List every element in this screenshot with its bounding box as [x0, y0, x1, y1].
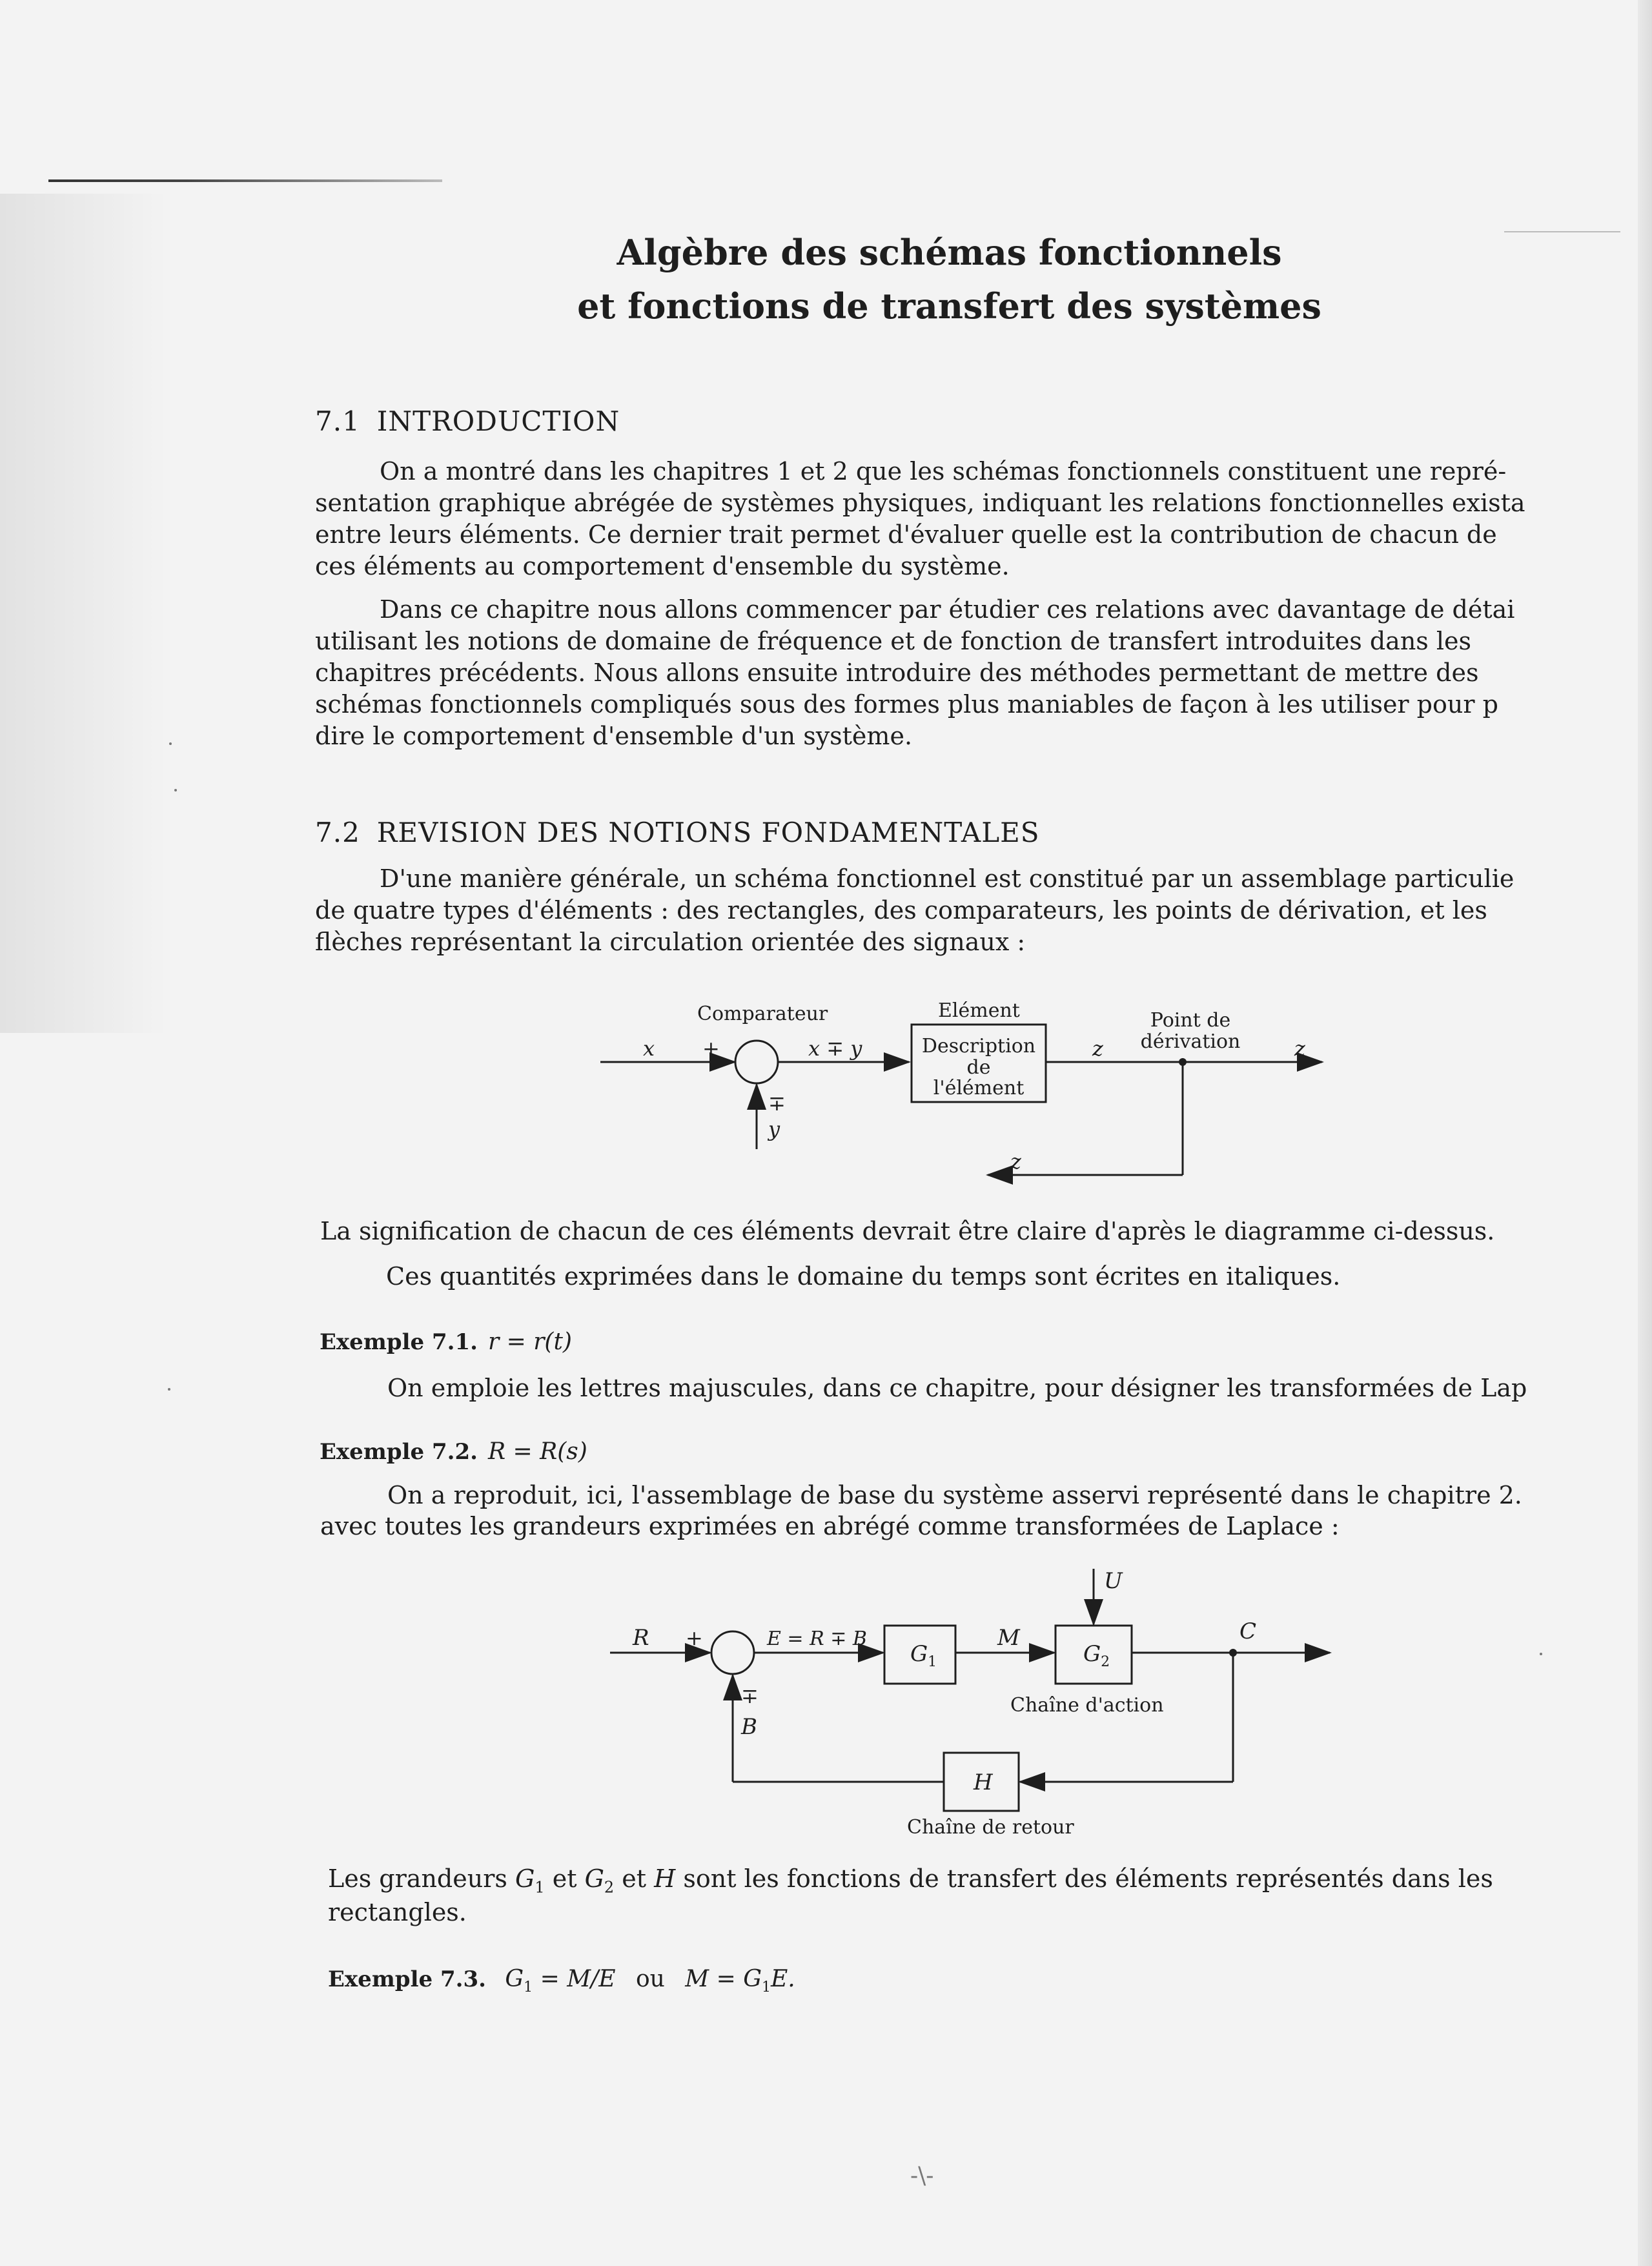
g2-label: [1083, 1641, 1110, 1670]
u-label: U: [1104, 1568, 1123, 1594]
scan-stroke: [48, 179, 442, 182]
text-line: Ces quantités exprimées dans le domaine du temps sont écrites en italiques.: [386, 1262, 1341, 1291]
branch-label-1: Point de: [1150, 1009, 1231, 1032]
paragraph-intro-1: [315, 456, 1584, 582]
branch-point-dot: [1179, 1058, 1187, 1066]
subscript: 1: [524, 1979, 533, 1996]
text-line: Dans ce chapitre nous allons commencer par étudier ces relations avec davantage de détai: [380, 595, 1515, 624]
m-label: M: [997, 1625, 1020, 1651]
chapter-title-line-1: Algèbre des schémas fonctionnels: [617, 232, 1282, 273]
sum-label: x ∓ y: [808, 1036, 862, 1061]
closed-loop-diagram: [594, 1562, 1356, 1846]
g2-subscript: 2: [1101, 1654, 1110, 1670]
text-line: On a montré dans les chapitres 1 et 2 que les schémas fonctionnels constituent une repré-: [380, 457, 1507, 485]
minus-plus-sign: ∓: [768, 1091, 786, 1116]
text-line: flèches représentant la circulation orientée des signaux :: [315, 928, 1026, 956]
comparator-circle: [711, 1631, 754, 1674]
chapter-title-line-2: et fonctions de transfert des systèmes: [577, 285, 1321, 327]
math-g: G: [584, 1864, 604, 1893]
expr-part: G: [505, 1966, 524, 1992]
branch-point-dot: [1229, 1649, 1237, 1657]
text-line: On emploie les lettres majuscules, dans ce chapitre, pour désigner les transformées de Lap: [387, 1374, 1527, 1402]
subscript: 2: [604, 1878, 615, 1897]
box-text-3: l'élément: [933, 1077, 1025, 1099]
scan-speck: [169, 742, 172, 745]
math-g: G: [515, 1864, 535, 1893]
text-segment: et: [622, 1864, 647, 1893]
page-folio: -\-: [910, 2163, 934, 2189]
text-line: avec toutes les grandeurs exprimées en abrégé comme transformées de Laplace :: [320, 1512, 1340, 1540]
text-line: La signification de chacun de ces éléments devrait être claire d'après le diagramme ci-dessus.: [320, 1217, 1495, 1245]
input-x-label: x: [643, 1036, 655, 1061]
text-line: chapitres précédents. Nous allons ensuite introduire des méthodes permettant de mettre des: [315, 658, 1479, 687]
scan-shadow: [0, 194, 168, 1033]
text-segment: sont les fonctions de transfert des éléments représentés dans les: [683, 1864, 1493, 1893]
text-line: entre leurs éléments. Ce dernier trait permet d'évaluer quelle est la contribution de chacun de: [315, 520, 1497, 549]
page-edge: [1638, 0, 1652, 2266]
r-label: R: [633, 1625, 649, 1651]
example-label: Exemple 7.3.: [328, 1966, 486, 1992]
plus-sign: +: [702, 1036, 720, 1061]
text-line: ces éléments au comportement d'ensemble du système.: [315, 552, 1010, 580]
g1-subscript: 1: [928, 1654, 937, 1670]
scan-speck: [168, 1388, 170, 1391]
example-7-3: [328, 1966, 795, 1996]
section-heading-7-1: [315, 405, 620, 437]
example-expression: [505, 1966, 616, 1996]
math-h: H: [654, 1864, 676, 1893]
section-number: 7.1: [315, 405, 360, 437]
section-title: REVISION DES NOTIONS FONDAMENTALES: [376, 817, 1040, 848]
section-title: INTRODUCTION: [376, 405, 620, 437]
text-line: sentation graphique abrégée de systèmes physiques, indiquant les relations fonctionnelles exista: [315, 489, 1525, 517]
feedback-path-label: Chaîne de retour: [907, 1816, 1074, 1839]
box-text-2: de: [966, 1056, 991, 1079]
example-label: Exemple 7.1.: [320, 1329, 478, 1355]
text-line: [328, 1864, 1493, 1897]
example-label: Exemple 7.2.: [320, 1439, 478, 1465]
section-number: 7.2: [315, 817, 360, 848]
y-label: y: [768, 1117, 780, 1141]
subscript: 1: [535, 1878, 545, 1897]
comparator-label: Comparateur: [697, 1003, 828, 1025]
text-segment: Les grandeurs: [328, 1864, 507, 1893]
scan-speck: [1540, 1653, 1542, 1655]
expr-part: M = G: [685, 1966, 762, 1992]
element-label: Elément: [938, 999, 1020, 1022]
comparator-circle: [735, 1041, 778, 1083]
text-line: D'une manière générale, un schéma fonctionnel est constitué par un assemblage particulie: [380, 864, 1514, 893]
plus-sign: +: [686, 1626, 703, 1650]
section-heading-7-2: [315, 817, 1040, 848]
example-7-1: [320, 1329, 572, 1355]
expr-part: E.: [770, 1966, 795, 1992]
h-label: H: [974, 1770, 993, 1795]
ou-text: ou: [635, 1966, 665, 1992]
expr-part: = M/E: [540, 1966, 616, 1992]
example-7-2: [320, 1438, 587, 1465]
text-line: utilisant les notions de domaine de fréquence et de fonction de transfert introduites dans les: [315, 627, 1472, 655]
text-line: de quatre types d'éléments : des rectangles, des comparateurs, les points de dérivation, et les: [315, 896, 1487, 924]
text-line: dire le comportement d'ensemble d'un système.: [315, 722, 913, 750]
z-label: z: [1010, 1149, 1021, 1174]
z-label: z: [1294, 1036, 1305, 1061]
text-line: On a reproduit, ici, l'assemblage de base du système asservi représenté dans le chapitre 2.: [387, 1481, 1522, 1509]
subscript: 1: [761, 1979, 771, 1996]
example-expression: [685, 1966, 795, 1996]
example-expression: r = r(t): [487, 1329, 572, 1355]
example-expression: R = R(s): [487, 1438, 587, 1465]
minus-plus-sign: ∓: [741, 1684, 759, 1708]
text-line: rectangles.: [328, 1898, 467, 1926]
box-text-1: Description: [921, 1035, 1036, 1057]
scan-speck: [174, 789, 177, 791]
g1-letter: G: [910, 1641, 928, 1667]
paragraph-revision: [315, 863, 1584, 958]
text-segment: et: [552, 1864, 577, 1893]
branch-label-2: dérivation: [1140, 1030, 1241, 1053]
error-label: E = R ∓ B: [767, 1628, 867, 1650]
b-label: B: [741, 1714, 757, 1740]
z-label: z: [1092, 1036, 1103, 1061]
text-line: schémas fonctionnels compliqués sous des formes plus maniables de façon à les utiliser pour p: [315, 690, 1498, 719]
c-label: C: [1239, 1618, 1257, 1644]
paragraph-intro-2: [315, 594, 1584, 752]
g1-label: [910, 1641, 937, 1670]
forward-path-label: Chaîne d'action: [1010, 1694, 1164, 1717]
block-diagram-elements: [581, 988, 1343, 1194]
g2-letter: G: [1083, 1641, 1101, 1667]
